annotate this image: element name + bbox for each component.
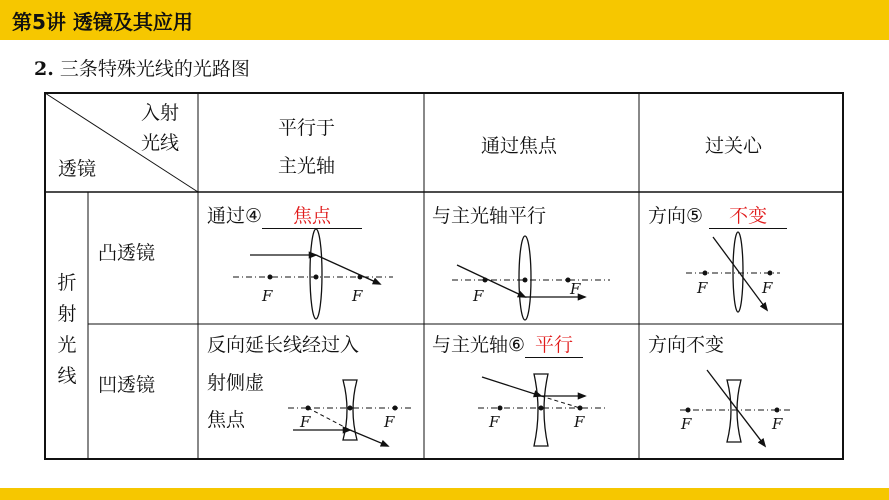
convex-focus-diagram xyxy=(452,236,610,320)
focus-point xyxy=(498,406,503,411)
focus-label: F xyxy=(473,287,484,305)
col-header-center: 过关心 xyxy=(705,135,763,157)
focus-label: F xyxy=(384,413,395,431)
focus-point xyxy=(578,406,583,411)
concave-center-diagram xyxy=(680,370,790,446)
convex-col2-text: 与主光轴平行 xyxy=(432,205,547,227)
focus-label: F xyxy=(681,415,692,433)
focus-label: F xyxy=(489,413,500,431)
incident-ray xyxy=(482,377,541,396)
corner-top-line1: 入射 xyxy=(141,102,180,124)
convex-col3-text: 方向⑤ 不变 xyxy=(648,201,787,229)
extension-line xyxy=(541,396,580,408)
focus-point xyxy=(775,408,780,413)
optical-center xyxy=(348,406,353,411)
focus-point xyxy=(306,406,311,411)
focus-label: F xyxy=(300,413,311,431)
answer-5: 不变 xyxy=(709,201,787,229)
focus-point xyxy=(686,408,691,413)
refracted-ray xyxy=(350,430,388,446)
ray-through-center xyxy=(707,370,765,446)
lecture-title: 第5讲 透镜及其应用 xyxy=(12,10,193,34)
focus-label: F xyxy=(762,279,773,297)
convex-center-diagram xyxy=(686,232,780,312)
optical-center xyxy=(523,278,528,283)
answer-4: 焦点 xyxy=(262,201,362,229)
refracted-ray xyxy=(316,255,380,284)
concave-col1-line1: 反向延长线经过入 xyxy=(207,334,360,356)
convex-lens xyxy=(310,229,322,319)
focus-label: F xyxy=(697,279,708,297)
col-header-parallel-line2: 主光轴 xyxy=(278,155,336,177)
convex-col1-text: 通过④ 焦点 xyxy=(207,201,362,229)
corner-bottom: 透镜 xyxy=(58,158,97,180)
extension-line xyxy=(308,408,350,430)
focus-point xyxy=(703,271,708,276)
convex-lens-label: 凸透镜 xyxy=(98,242,156,264)
section-number: 2. xyxy=(34,58,54,80)
concave-col2-text: 与主光轴⑥ 平行 xyxy=(432,330,583,358)
focus-point xyxy=(768,271,773,276)
footer-bar xyxy=(0,488,889,500)
focus-point xyxy=(483,278,488,283)
concave-lens-label: 凹透镜 xyxy=(98,374,156,396)
corner-top-line2: 光线 xyxy=(141,132,180,154)
concave-col1-line3: 焦点 xyxy=(207,409,246,431)
focus-label: F xyxy=(262,287,273,305)
convex-parallel-diagram xyxy=(233,229,393,319)
concave-focus-diagram xyxy=(478,374,608,446)
optical-center xyxy=(539,406,544,411)
convex-lens xyxy=(733,232,743,312)
concave-col3-text: 方向不变 xyxy=(648,334,725,356)
focus-label: F xyxy=(570,280,581,298)
focus-label: F xyxy=(772,415,783,433)
section-title: 三条特殊光线的光路图 xyxy=(59,58,250,80)
answer-6: 平行 xyxy=(525,330,583,358)
row-group-label: 折 射 光 线 xyxy=(57,272,77,387)
focus-point xyxy=(358,275,363,280)
optical-center xyxy=(314,275,319,280)
concave-col1-line2: 射侧虚 xyxy=(207,372,265,394)
focus-point xyxy=(268,275,273,280)
col-header-focus: 通过焦点 xyxy=(481,135,558,157)
focus-point xyxy=(393,406,398,411)
focus-label: F xyxy=(574,413,585,431)
col-header-parallel-line1: 平行于 xyxy=(278,117,336,139)
focus-label: F xyxy=(352,287,363,305)
incident-ray xyxy=(457,265,525,297)
